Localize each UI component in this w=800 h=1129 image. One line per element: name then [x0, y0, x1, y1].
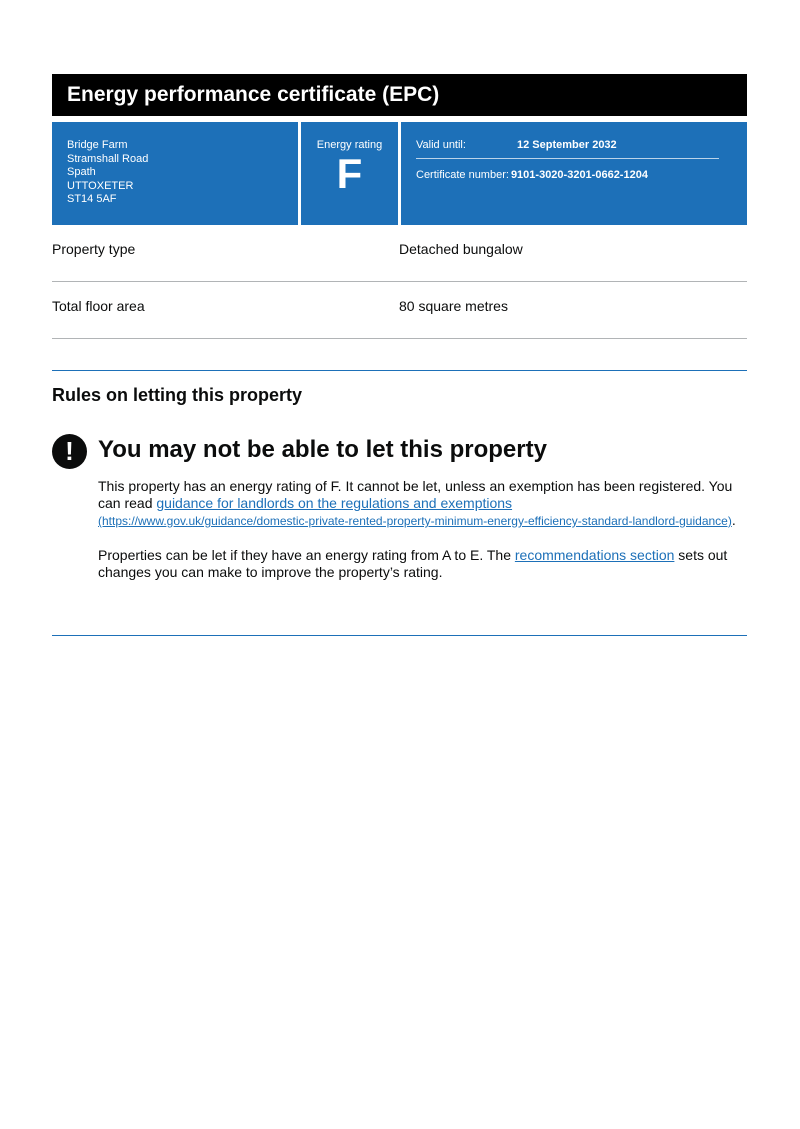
- energy-rating-label: Energy rating: [316, 139, 383, 151]
- property-type-value: Detached bungalow: [399, 241, 523, 257]
- property-summary-table: [52, 225, 747, 339]
- address-line: Stramshall Road: [67, 152, 149, 165]
- recommendations-link[interactable]: recommendations section: [514, 547, 675, 563]
- property-type-label: Property type: [52, 241, 136, 257]
- summary-panel: [52, 122, 747, 225]
- warning-text: sets out changes you can make to improve the property’s rating.: [98, 547, 728, 580]
- bottom-divider: [52, 635, 747, 636]
- warning-body: [98, 478, 747, 581]
- warning-text: This property has an energy rating of F. It cannot be let, unless an exemption has been registered. You can read: [98, 478, 733, 511]
- valid-until-row: [416, 139, 719, 151]
- page-title: Energy performance certificate (EPC): [52, 74, 747, 116]
- details-divider: [416, 158, 719, 159]
- sentence-end: .: [731, 512, 736, 528]
- valid-until-value: 12 September 2032: [517, 139, 617, 151]
- address-line: ST14 5AF: [67, 193, 117, 205]
- exclamation-icon: !: [52, 434, 87, 469]
- epc-page: [52, 74, 747, 636]
- valid-until-label: Valid until:: [416, 139, 466, 151]
- address-line: Spath: [67, 166, 96, 178]
- warning-paragraph-2: [98, 547, 747, 581]
- certificate-details-block: [401, 122, 747, 225]
- warning-paragraph-1: [98, 478, 747, 530]
- landlord-guidance-link[interactable]: guidance for landlords on the regulations and exemptions: [156, 495, 513, 511]
- address-block: [52, 122, 298, 225]
- property-type-row: [52, 225, 747, 282]
- letting-rules-heading: Rules on letting this property: [52, 385, 303, 405]
- address-line: Bridge Farm: [67, 139, 128, 151]
- energy-rating-value: F: [336, 150, 363, 197]
- floor-area-label: Total floor area: [52, 298, 145, 314]
- floor-area-value: 80 square metres: [399, 298, 508, 314]
- warning-title: You may not be able to let this property: [98, 436, 547, 463]
- letting-warning: [52, 432, 747, 581]
- certificate-number-row: [416, 169, 719, 181]
- floor-area-row: [52, 282, 747, 339]
- energy-rating-block: [301, 122, 398, 225]
- certificate-number-value: 9101-3020-3201-0662-1204: [510, 169, 648, 181]
- section-divider: [52, 370, 747, 371]
- warning-text: Properties can be let if they have an energy rating from A to E. The: [98, 547, 515, 563]
- address-line: UTTOXETER: [67, 179, 134, 192]
- certificate-number-label: Certificate number:: [416, 169, 509, 181]
- landlord-guidance-url[interactable]: (https://www.gov.uk/guidance/domestic-private-rented-property-minimum-energy-efficiency-standard-landlord-guidance): [98, 514, 732, 528]
